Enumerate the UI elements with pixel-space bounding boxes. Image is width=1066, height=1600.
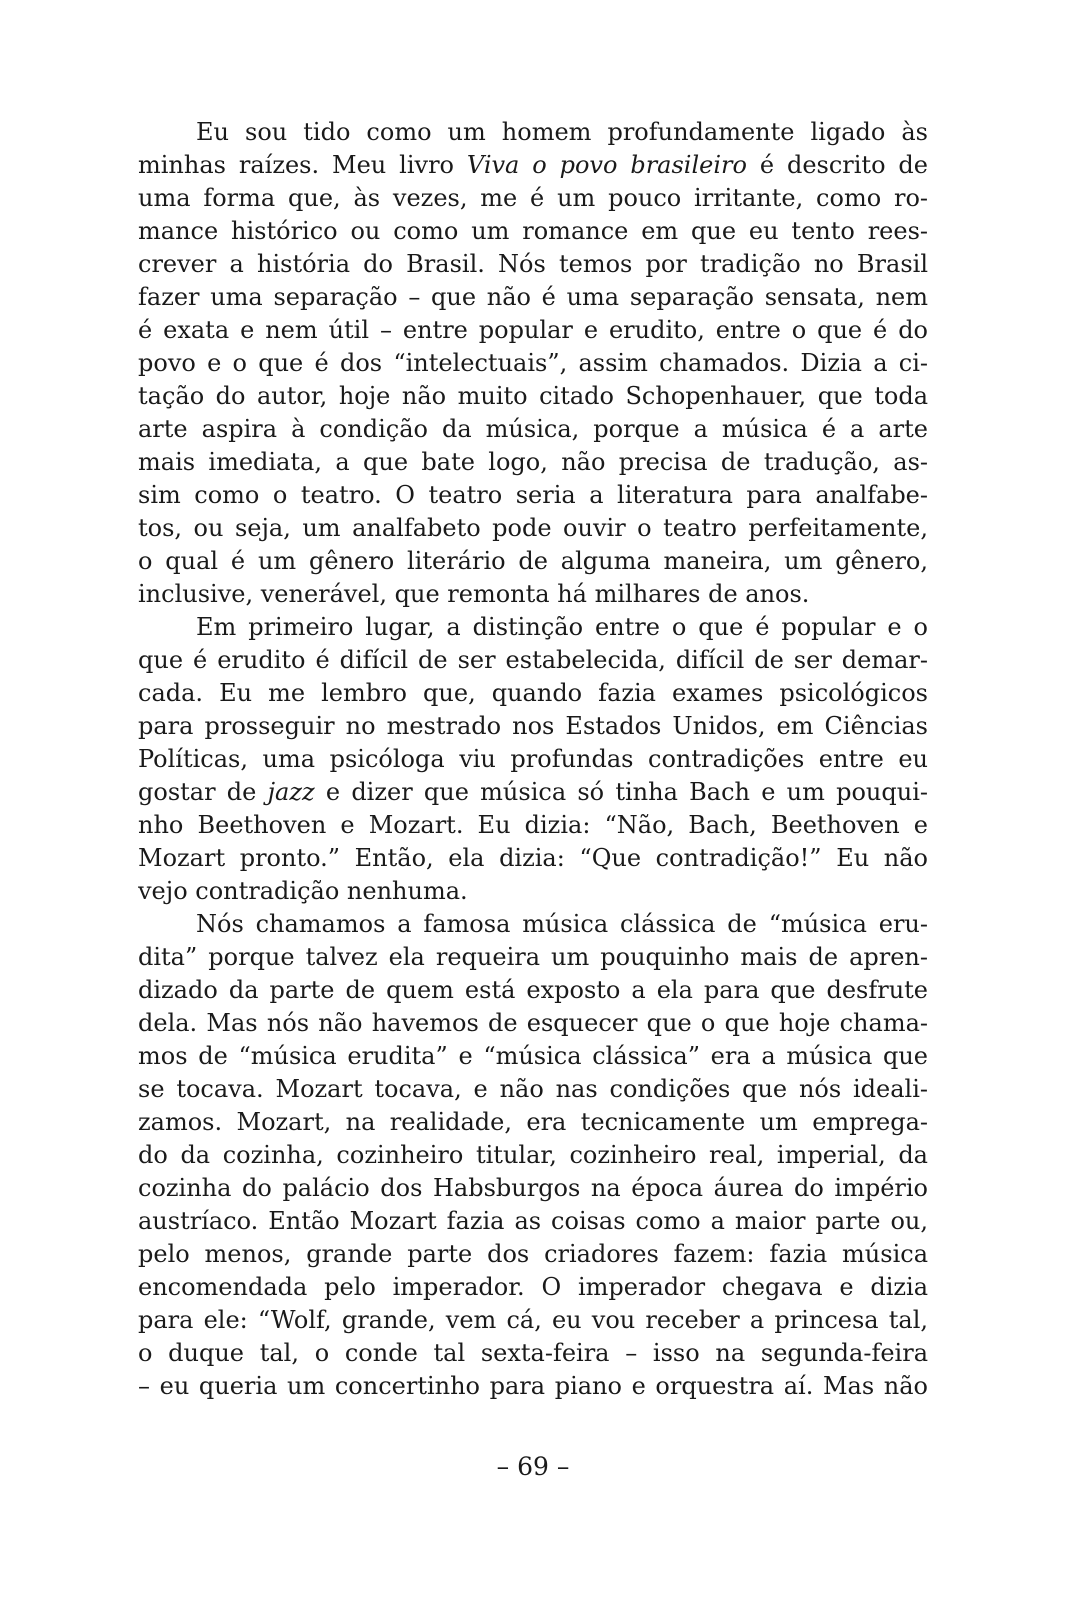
text-segment: fazer uma separação – que não é uma separação sensata, nem <box>138 283 928 311</box>
text-line <box>138 545 928 578</box>
text-line <box>138 1238 928 1271</box>
text-segment: austríaco. Então Mozart fazia as coisas como a maior parte ou, <box>138 1207 928 1235</box>
text-segment: dita” porque talvez ela requeira um pouquinho mais de apren- <box>138 943 928 971</box>
text-segment: Em primeiro lugar, a distinção entre o que é popular e o <box>196 613 928 641</box>
text-segment: e dizer que música só tinha Bach e um pouqui- <box>314 778 928 806</box>
text-segment: gostar de <box>138 778 268 806</box>
text-line <box>138 479 928 512</box>
page-footer <box>0 1450 1066 1483</box>
text-line <box>138 248 928 281</box>
text-segment: para prosseguir no mestrado nos Estados Unidos, em Ciências <box>138 712 928 740</box>
text-segment: povo e o que é dos “intelectuais”, assim chamados. Dizia a ci- <box>138 349 928 377</box>
text-segment: crever a história do Brasil. Nós temos por tradição no Brasil <box>138 250 928 278</box>
text-line <box>138 512 928 545</box>
text-line <box>138 380 928 413</box>
text-line <box>138 446 928 479</box>
text-line <box>138 677 928 710</box>
text-segment: que é erudito é difícil de ser estabelecida, difícil de ser demar- <box>138 646 928 674</box>
text-segment: nho Beethoven e Mozart. Eu dizia: “Não, Bach, Beethoven e <box>138 811 928 839</box>
text-segment: – eu queria um concertinho para piano e orquestra aí. Mas não <box>138 1372 928 1400</box>
text-segment: arte aspira à condição da música, porque a música é a arte <box>138 415 928 443</box>
text-segment: cada. Eu me lembro que, quando fazia exames psicológicos <box>138 679 928 707</box>
text-segment: é exata e nem útil – entre popular e erudito, entre o que é do <box>138 316 928 344</box>
text-segment: zamos. Mozart, na realidade, era tecnicamente um emprega- <box>138 1108 928 1136</box>
text-line <box>138 1370 928 1403</box>
text-line <box>138 1139 928 1172</box>
text-segment: minhas raízes. Meu livro <box>138 151 467 179</box>
text-segment: cozinha do palácio dos Habsburgos na época áurea do império <box>138 1174 928 1202</box>
text-segment: Mozart pronto.” Então, ela dizia: “Que contradição!” Eu não <box>138 844 928 872</box>
text-segment: vejo contradição nenhuma. <box>138 877 468 905</box>
paragraph <box>138 116 928 611</box>
text-line <box>138 149 928 182</box>
text-line <box>138 413 928 446</box>
text-segment: do da cozinha, cozinheiro titular, cozinheiro real, imperial, da <box>138 1141 928 1169</box>
paragraph <box>138 611 928 908</box>
text-segment: tação do autor, hoje não muito citado Schopenhauer, que toda <box>138 382 928 410</box>
text-segment: mais imediata, a que bate logo, não precisa de tradução, as- <box>138 448 928 476</box>
text-segment: dizado da parte de quem está exposto a ela para que desfrute <box>138 976 928 1004</box>
text-line <box>138 974 928 1007</box>
text-line <box>138 875 928 908</box>
text-segment: Nós chamamos a famosa música clássica de “música eru- <box>196 910 928 938</box>
text-line <box>138 941 928 974</box>
text-line <box>138 578 928 611</box>
text-line <box>138 1073 928 1106</box>
text-segment: o qual é um gênero literário de alguma maneira, um gênero, <box>138 547 928 575</box>
italic-text: Viva o povo brasileiro <box>466 151 747 179</box>
text-line <box>138 710 928 743</box>
text-line <box>138 1106 928 1139</box>
text-segment: o duque tal, o conde tal sexta-feira – isso na segunda-feira <box>138 1339 928 1367</box>
text-line <box>138 347 928 380</box>
text-line <box>138 1304 928 1337</box>
text-segment: se tocava. Mozart tocava, e não nas condições que nós ideali- <box>138 1075 928 1103</box>
italic-text: jazz <box>267 778 315 806</box>
text-line <box>138 908 928 941</box>
text-line <box>138 776 928 809</box>
text-line <box>138 1337 928 1370</box>
text-line <box>138 842 928 875</box>
text-segment: pelo menos, grande parte dos criadores fazem: fazia música <box>138 1240 928 1268</box>
text-segment: é descrito de <box>746 151 928 179</box>
text-segment: encomendada pelo imperador. O imperador chegava e dizia <box>138 1273 928 1301</box>
page-number: – 69 – <box>496 1452 570 1481</box>
text-segment: uma forma que, às vezes, me é um pouco irritante, como ro- <box>138 184 928 212</box>
text-segment: dela. Mas nós não havemos de esquecer que o que hoje chama- <box>138 1009 928 1037</box>
text-line <box>138 1271 928 1304</box>
text-line <box>138 281 928 314</box>
text-segment: inclusive, venerável, que remonta há milhares de anos. <box>138 580 810 608</box>
text-line <box>138 215 928 248</box>
text-line <box>138 611 928 644</box>
text-segment: para ele: “Wolf, grande, vem cá, eu vou receber a princesa tal, <box>138 1306 928 1334</box>
text-line <box>138 314 928 347</box>
text-segment: mance histórico ou como um romance em que eu tento rees- <box>138 217 928 245</box>
paragraph <box>138 908 928 1403</box>
text-segment: sim como o teatro. O teatro seria a literatura para analfabe- <box>138 481 928 509</box>
text-segment: mos de “música erudita” e “música clássica” era a música que <box>138 1042 928 1070</box>
text-line <box>138 1040 928 1073</box>
text-line <box>138 116 928 149</box>
text-line <box>138 1007 928 1040</box>
text-line <box>138 743 928 776</box>
text-line <box>138 1205 928 1238</box>
text-line <box>138 809 928 842</box>
text-line <box>138 1172 928 1205</box>
text-segment: Eu sou tido como um homem profundamente ligado às <box>196 118 928 146</box>
body-text-block <box>138 116 928 1403</box>
text-line <box>138 644 928 677</box>
text-line <box>138 182 928 215</box>
text-segment: tos, ou seja, um analfabeto pode ouvir o teatro perfeitamente, <box>138 514 928 542</box>
text-segment: Políticas, uma psicóloga viu profundas contradições entre eu <box>138 745 928 773</box>
